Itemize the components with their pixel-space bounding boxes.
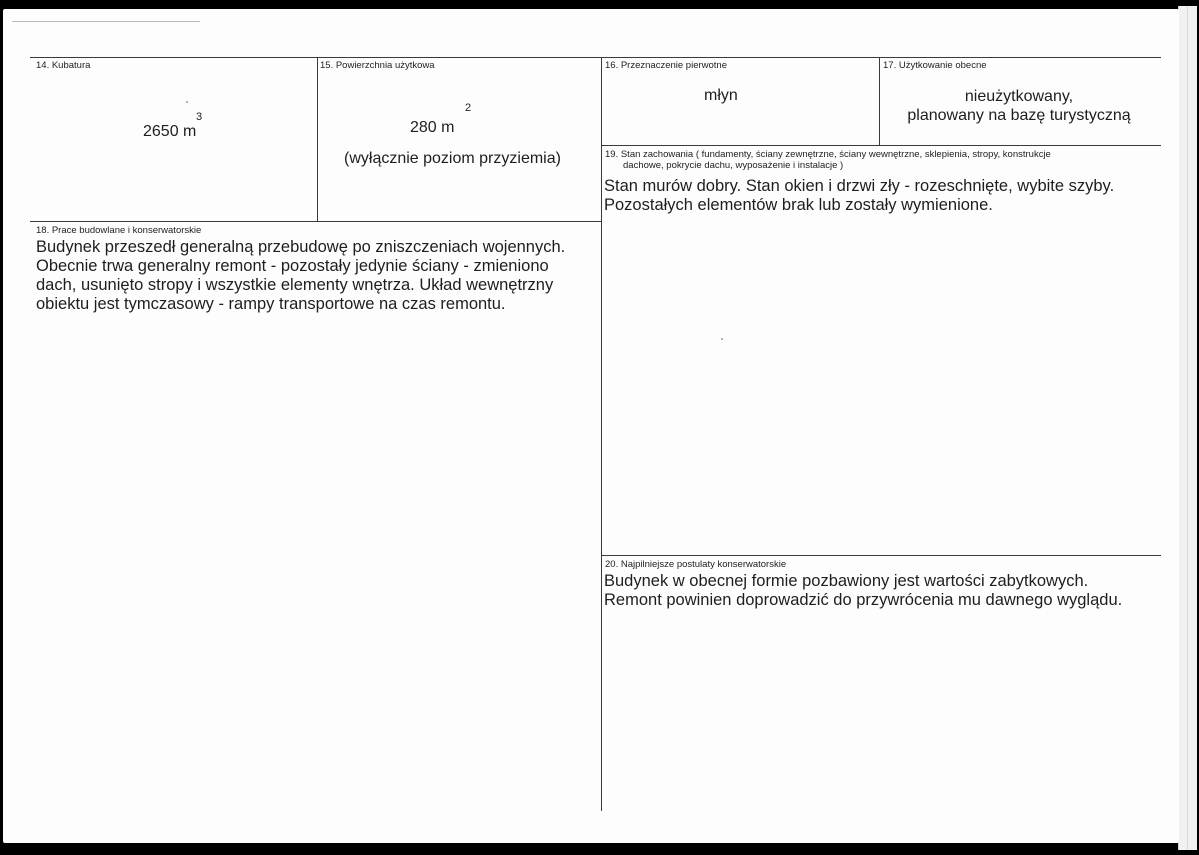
field-19-label-line: 19. Stan zachowania ( fundamenty, ściany zewnętrzne, ściany wewnętrzne, sklepienia, stropy, konstrukcje <box>605 149 1051 160</box>
field-19-text <box>604 177 1159 215</box>
col-divider-14-15 <box>317 57 318 222</box>
field-17-label: 17. Użytkowanie obecne <box>883 60 987 71</box>
top-margin-line <box>12 21 200 22</box>
row-divider-14-18 <box>30 221 602 222</box>
row-divider-19-20 <box>601 555 1161 556</box>
paper-edge <box>1178 6 1197 850</box>
field-18-line: Obecnie trwa generalny remont - pozostały jedynie ściany - zmieniono <box>36 257 549 275</box>
field-20-text <box>604 572 1159 610</box>
field-15-label: 15. Powierzchnia użytkowa <box>320 60 435 71</box>
field-15-note: (wyłącznie poziom przyziemia) <box>344 150 561 167</box>
field-15-value: 280 m <box>410 119 455 136</box>
field-18-line: obiektu jest tymczasowy - rampy transportowe na czas remontu. <box>36 295 506 313</box>
field-16-value: młyn <box>704 87 738 104</box>
field-20-line: Remont powinien doprowadzić do przywrócenia mu dawnego wyglądu. <box>604 591 1123 609</box>
field-15-exponent: 2 <box>465 102 472 114</box>
scan-speck <box>186 101 188 103</box>
field-20-line: Budynek w obecnej formie pozbawiony jest wartości zabytkowych. <box>604 572 1089 590</box>
field-14-exponent: 3 <box>196 111 203 123</box>
scan-speck <box>721 338 723 340</box>
row-divider-16-19 <box>601 145 1161 146</box>
field-19-line: Stan murów dobry. Stan okien i drzwi zły - rozeschnięte, wybite szyby. <box>604 177 1115 195</box>
field-16-label: 16. Przeznaczenie pierwotne <box>605 60 727 71</box>
field-18-label: 18. Prace budowlane i konserwatorskie <box>36 225 202 236</box>
field-19-label-line: dachowe, pokrycie dachu, wyposażenie i instalacje ) <box>623 160 844 171</box>
field-17-line: nieużytkowany, <box>964 88 1074 105</box>
field-18-line: dach, usunięto stropy i wszystkie elementy wnętrza. Układ wewnętrzny <box>36 276 554 294</box>
col-divider-16-17 <box>879 57 880 146</box>
field-17-value <box>881 87 1157 125</box>
field-18-text <box>36 238 598 314</box>
form-top-border <box>30 57 1161 58</box>
field-14-value: 2650 m <box>143 123 197 140</box>
field-17-line: planowany na bazę turystyczną <box>907 107 1131 124</box>
field-20-label: 20. Najpilniejsze postulaty konserwatorskie <box>605 559 787 570</box>
field-14-label: 14. Kubatura <box>36 60 91 71</box>
col-divider-main <box>601 57 602 811</box>
field-19-line: Pozostałych elementów brak lub zostały wymienione. <box>604 196 993 214</box>
field-18-line: Budynek przeszedł generalną przebudowę po zniszczeniach wojennych. <box>36 238 566 256</box>
field-19-label <box>605 149 1150 171</box>
